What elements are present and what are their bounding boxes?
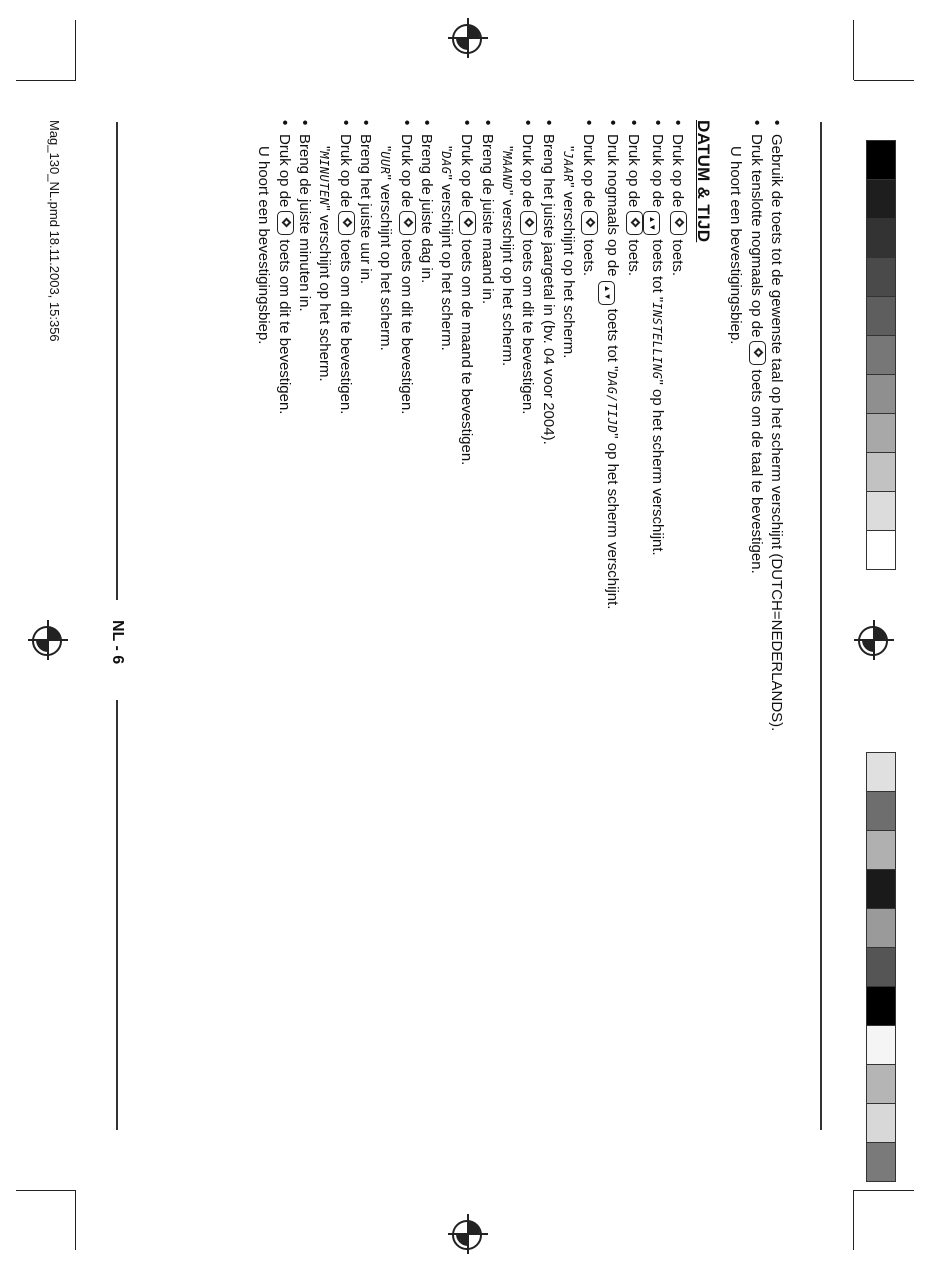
color-swatch (866, 491, 896, 531)
step-text: Breng het juiste jaargetal in (bv. 04 voor 2004). (539, 134, 557, 445)
calibration-bar-mixed (866, 752, 896, 1181)
language-line-2: •Druk tenslotte nogmaals op detoets om de taal te bevestigen. (747, 120, 765, 574)
language-line-1: •Gebruik de toets tot de gewenste taal op het scherm verschijnt (DUTCH=NEDERLANDS). (768, 120, 785, 732)
step-text: DAG/TIJD (605, 371, 620, 434)
bullet: • (417, 120, 435, 126)
color-swatch (866, 947, 896, 987)
step-text: toets om dit te bevestigen. (397, 239, 415, 415)
step-text: Druk op de (648, 134, 666, 208)
section-heading: DATUM & TIJD (694, 120, 714, 243)
enter-key-icon (581, 211, 598, 235)
color-swatch (866, 530, 896, 570)
color-swatch (866, 257, 896, 297)
registration-mark (854, 620, 894, 660)
color-swatch (866, 296, 896, 336)
page-content (253, 120, 786, 1040)
bullet: • (624, 120, 642, 126)
step-text: toets om de maand te bevestigen. (458, 239, 476, 466)
color-swatch (866, 218, 896, 258)
enter-key-icon (399, 211, 416, 235)
crop-mark (854, 1190, 914, 1191)
color-swatch (866, 1025, 896, 1065)
step-line (578, 120, 598, 1040)
file-footer: Mag_130_NL.pmd 18.11.2003, 15:356 (47, 120, 62, 342)
step-line (622, 120, 642, 1040)
registration-mark (448, 18, 488, 58)
step-text: verschijnt op het scherm. (316, 210, 334, 382)
step-line (395, 120, 415, 1040)
color-swatch (866, 830, 896, 870)
step-text: verschijnt op het scherm. (438, 179, 456, 351)
color-swatch (866, 374, 896, 414)
step-line (355, 120, 375, 1040)
bullet: • (397, 120, 415, 126)
page-number: NL - 6 (109, 620, 126, 665)
color-swatch (866, 1064, 896, 1104)
step-line: "DAG" verschijnt op het scherm. (438, 146, 456, 351)
crop-mark (16, 80, 76, 81)
step-line (294, 120, 314, 1040)
crop-mark (853, 1190, 854, 1250)
step-line (537, 120, 557, 1040)
enter-key-icon (459, 211, 476, 235)
step-text: Druk op de (624, 134, 642, 208)
bullet: • (458, 120, 476, 126)
step-line (517, 120, 537, 1040)
color-swatch (866, 908, 896, 948)
color-swatch (866, 179, 896, 219)
color-swatch (866, 140, 896, 180)
color-swatch (866, 1142, 896, 1182)
step-line (476, 120, 496, 1040)
step-text: toets om dit te bevestigen. (519, 239, 537, 415)
step-text: toets. (668, 239, 686, 277)
step-text: verschijnt op het scherm. (499, 195, 517, 367)
step-text: Breng het juiste uur in. (356, 134, 374, 285)
color-swatch (866, 335, 896, 375)
enter-key-icon (626, 211, 643, 235)
color-swatch (866, 791, 896, 831)
step-line (643, 120, 667, 1040)
step-text: INSTELLING (649, 302, 664, 380)
bullet: • (648, 120, 666, 126)
top-rule (820, 122, 822, 1130)
step-text: Druk op de (336, 134, 354, 208)
bottom-rule-right (116, 700, 118, 1130)
step-line (273, 120, 293, 1040)
bottom-rule-left (116, 122, 118, 600)
step-text: UUR (378, 151, 393, 175)
color-swatch (866, 869, 896, 909)
step-text: U hoort een bevestigingsbiep. (255, 146, 273, 345)
up-down-key-icon: ▲▼ (643, 211, 660, 235)
step-text: Druk op de (580, 134, 598, 208)
color-swatch (866, 413, 896, 453)
bullet: • (478, 120, 496, 126)
step-line (334, 120, 354, 1040)
step-text: Breng de juiste minuten in. (296, 134, 314, 312)
crop-mark (75, 20, 76, 80)
language-line-3: U hoort een bevestigingsbiep. (727, 146, 745, 345)
bullet: • (580, 120, 598, 126)
step-text: MAAND (500, 151, 515, 190)
step-line (598, 120, 622, 1040)
step-line: "JAAR" verschijnt op het scherm. (559, 146, 577, 359)
bullet: • (275, 120, 293, 126)
step-text: Breng de juiste dag in. (417, 134, 435, 284)
step-text: JAAR (560, 151, 575, 183)
color-swatch (866, 986, 896, 1026)
step-line: "MINUTEN" verschijnt op het scherm. (316, 146, 334, 382)
step-text: Druk op de (275, 134, 293, 208)
bullet: • (519, 120, 537, 126)
step-text: Druk op de (397, 134, 415, 208)
enter-key-icon (520, 211, 537, 235)
step-text: MINUTEN (317, 151, 332, 206)
step-text: toets tot " (648, 239, 666, 303)
color-swatch (866, 1103, 896, 1143)
step-line: "MAAND" verschijnt op het scherm. (499, 146, 517, 367)
crop-mark (853, 20, 854, 80)
step-text: " op het scherm verschijnt. (604, 433, 622, 610)
color-swatch (866, 752, 896, 792)
color-swatch (866, 452, 896, 492)
calibration-bar-grayscale (866, 140, 896, 569)
step-text: Druk op de (519, 134, 537, 208)
step-text: Breng de juiste maand in. (478, 134, 496, 305)
step-text: toets. (624, 239, 642, 277)
step-text: verschijnt op het scherm. (377, 179, 395, 351)
step-text: toets om dit te bevestigen. (275, 239, 293, 415)
registration-mark (448, 1214, 488, 1254)
step-text: DAG (439, 151, 454, 175)
crop-mark (16, 1190, 76, 1191)
step-text: toets. (580, 239, 598, 277)
crop-mark (854, 80, 914, 81)
bullet: • (604, 120, 622, 126)
registration-mark (28, 620, 68, 660)
step-text: Druk op de (668, 134, 686, 208)
step-text: toets om dit te bevestigen. (336, 239, 354, 415)
step-line: "UUR" verschijnt op het scherm. (377, 146, 395, 351)
step-text: Druk nogmaals op de (604, 134, 622, 277)
step-text: verschijnt op het scherm. (559, 187, 577, 359)
bullet: • (296, 120, 314, 126)
bullet: • (356, 120, 374, 126)
step-line (416, 120, 436, 1040)
enter-key-icon (277, 211, 294, 235)
bullet: • (539, 120, 557, 126)
step-line (253, 120, 273, 1040)
enter-key-icon (749, 341, 766, 365)
step-text: " op het scherm verschijnt. (648, 379, 666, 556)
step-text: toets tot " (604, 308, 622, 372)
steps-list (253, 120, 687, 1040)
crop-mark (75, 1190, 76, 1250)
step-line (456, 120, 476, 1040)
bullet: • (668, 120, 686, 126)
step-line (667, 120, 687, 1040)
up-down-key-icon: ▲▼ (598, 281, 615, 305)
enter-key-icon (670, 211, 687, 235)
enter-key-icon (338, 211, 355, 235)
bullet: • (336, 120, 354, 126)
step-text: Druk op de (458, 134, 476, 208)
